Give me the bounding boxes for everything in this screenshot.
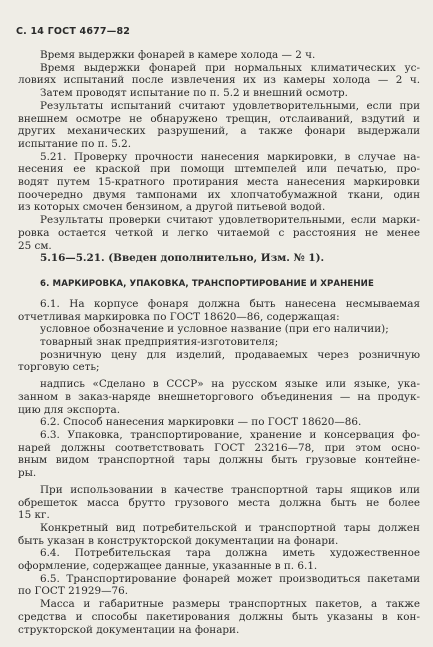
text-line: быть указан в конструкторской документации на фонари. bbox=[18, 534, 339, 547]
text-line: других механических разрушений, а также фонари выдержали bbox=[18, 125, 420, 138]
text-line: розничную цену для изделий, продаваемых через розничную bbox=[40, 348, 420, 361]
page-header: С. 14 ГОСТ 4677—82 bbox=[16, 26, 131, 37]
text-line: Конкретный вид потребительской и транспортной тары должен bbox=[40, 521, 420, 534]
text-line: цию для экспорта. bbox=[18, 403, 121, 416]
text-line: 25 см. bbox=[18, 239, 52, 252]
text-line: структорской документации на фонари. bbox=[18, 623, 240, 636]
text-line: поочередно двумя тампонами их хлопчатобумажной ткани, один bbox=[18, 188, 420, 201]
text-line: средства и способы пакетирования должны быть указаны в кон- bbox=[18, 610, 420, 623]
text-line: вным видом транспортной тары должны быть грузовые контейне- bbox=[18, 454, 420, 467]
text-line: обрешеток масса брутто грузового места должна быть не более bbox=[18, 496, 420, 509]
text-line: условное обозначение и условное название (при его наличии); bbox=[40, 323, 389, 336]
text-line: испытание по п. 5.2. bbox=[18, 137, 132, 150]
text-line: Затем проводят испытание по п. 5.2 и внешний осмотр. bbox=[40, 87, 348, 100]
text-line: При использовании в качестве транспортной тары ящиков или bbox=[40, 483, 420, 496]
text-line: 6.2. Способ нанесения маркировки — по ГОСТ 18620—86. bbox=[40, 416, 362, 429]
text-line: 6.5. Транспортирование фонарей может производиться пакетами bbox=[40, 572, 420, 585]
text-line: 6.1. На корпусе фонаря должна быть нанесена несмываемая bbox=[40, 297, 420, 310]
text-line: водят путем 15-кратного протирания места нанесения маркировки bbox=[18, 176, 420, 189]
section-heading: 6. МАРКИРОВКА, УПАКОВКА, ТРАНСПОРТИРОВАНИЕ И ХРАНЕНИЕ bbox=[40, 278, 374, 289]
document-body bbox=[18, 49, 420, 636]
text-line: 6.3. Упаковка, транспортирование, хранение и консервация фо- bbox=[40, 428, 420, 441]
text-line: Результаты проверки считают удовлетворительными, если марки- bbox=[40, 214, 420, 227]
text-line: нарей должны соответствовать ГОСТ 23216—78, при этом осно- bbox=[18, 441, 420, 454]
text-line: Результаты испытаний считают удовлетворительными, если при bbox=[40, 99, 420, 112]
text-line: 6.4. Потребительская тара должна иметь художественное bbox=[40, 547, 420, 560]
text-line: отчетливая маркировка по ГОСТ 18620—86, содержащая: bbox=[18, 310, 340, 323]
text-line: ровка остается четкой и легко читаемой с расстояния не менее bbox=[18, 226, 420, 239]
text-line: ловиях испытаний после извлечения их из камеры холода — 2 ч. bbox=[18, 74, 420, 87]
text-line: товарный знак предприятия-изготовителя; bbox=[40, 336, 279, 349]
text-line: оформление, содержащее данные, указанные в п. 6.1. bbox=[18, 560, 318, 573]
amendment-note: 5.16—5.21. (Введен дополнительно, Изм. № 1). bbox=[40, 252, 325, 265]
text-line: Время выдержки фонарей в камере холода — 2 ч. bbox=[40, 49, 316, 61]
text-line: 15 кг. bbox=[18, 509, 50, 522]
text-line: Время выдержки фонарей при нормальных климатических ус- bbox=[40, 61, 420, 74]
text-line: надпись «Сделано в СССР» на русском языке или языке, ука- bbox=[40, 378, 420, 391]
text-line: 5.21. Проверку прочности нанесения маркировки, в случае на- bbox=[40, 150, 420, 163]
text-line: из которых смочен бензином, а другой питьевой водой. bbox=[18, 201, 326, 214]
text-line: по ГОСТ 21929—76. bbox=[18, 585, 129, 598]
text-line: ры. bbox=[18, 467, 37, 480]
text-line: занном в заказ-наряде внешнеторгового объединения — на продук- bbox=[18, 390, 420, 403]
text-line: внешнем осмотре не обнаружено трещин, отслаиваний, вздутий и bbox=[18, 112, 420, 125]
text-line: несения ее краской при помощи штемпелей или печатью, про- bbox=[18, 163, 420, 176]
text-line: торговую сеть; bbox=[18, 361, 100, 374]
text-line: Масса и габаритные размеры транспортных пакетов, а также bbox=[40, 598, 420, 611]
